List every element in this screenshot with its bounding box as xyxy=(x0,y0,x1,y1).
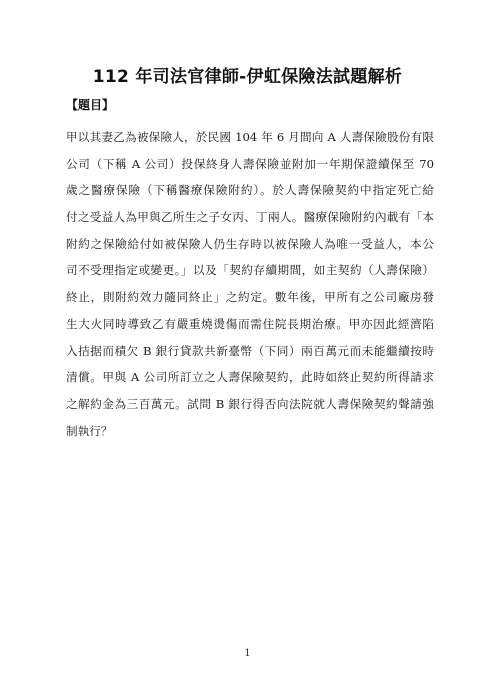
page-number: 1 xyxy=(244,648,251,659)
paragraph-line: 生大火同時導致乙有嚴重燒燙傷而需住院長期治療。甲亦因此經濟陷 xyxy=(66,316,434,331)
paragraph-line: 終止，則附約效力隨同終止」之約定。數年後，甲所有之公司廠房發 xyxy=(66,290,434,305)
paragraph-line: 歲之醫療保險（下稱醫療保險附約）。於人壽保險契約中指定死亡給 xyxy=(66,183,434,198)
paragraph-line: 附約之保險給付如被保險人仍生存時以被保險人為唯一受益人，本公 xyxy=(66,236,434,251)
paragraph-line: 付之受益人為甲與乙所生之子女丙、丁兩人。醫療保險附約內載有「本 xyxy=(66,210,434,225)
question-body xyxy=(66,124,434,444)
paragraph-line: 入拮据而積欠 B 銀行貸款共新臺幣（下同）兩百萬元而未能繼續按時 xyxy=(66,343,434,358)
paragraph-line: 制執行？ xyxy=(66,423,113,438)
paragraph-line: 之解約金為三百萬元。試問 B 銀行得否向法院就人壽保險契約聲請強 xyxy=(66,396,434,411)
paragraph-line: 公司（下稱 A 公司）投保終身人壽保險並附加一年期保證續保至 70 xyxy=(66,156,434,171)
page-title: 112 年司法官律師-伊虹保險法試題解析 xyxy=(92,67,403,87)
paragraph-line: 清償。甲與 A 公司所訂立之人壽保險契約，此時如終止契約所得請求 xyxy=(66,370,434,385)
paragraph-line: 甲以其妻乙為被保險人，於民國 104 年 6 月間向 A 人壽保險股份有限 xyxy=(66,130,434,144)
section-label: 【題目】 xyxy=(66,98,115,112)
paragraph-line: 司不受理指定或變更。」以及「契約存續期間，如主契約（人壽保險） xyxy=(66,263,434,278)
